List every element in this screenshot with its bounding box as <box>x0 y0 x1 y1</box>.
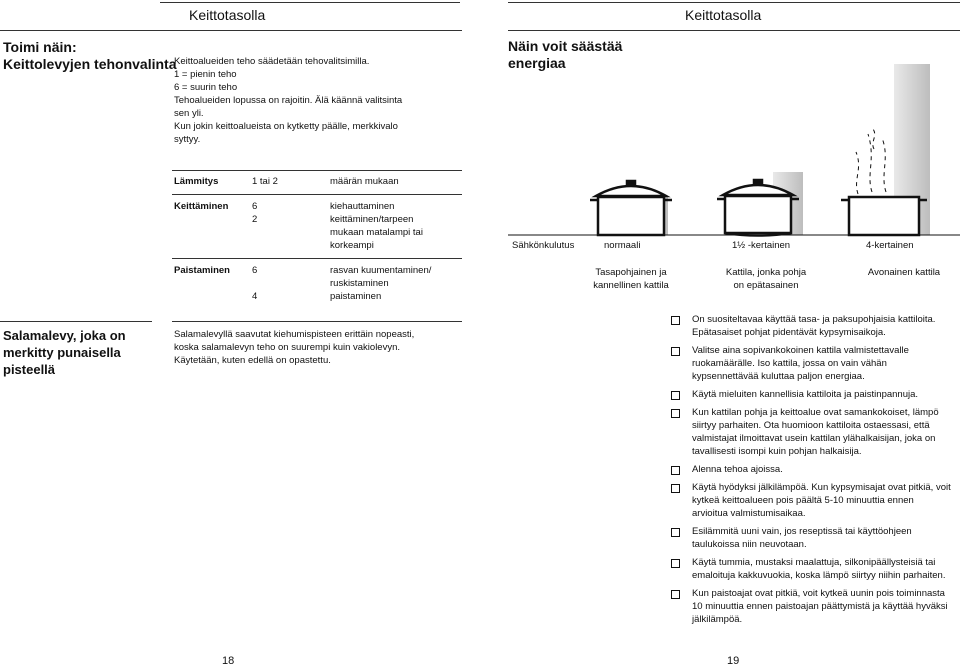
section2-title <box>3 327 126 378</box>
caption-line: Kattila, jonka pohja <box>725 267 807 278</box>
tip-text: Käytä tummia, mustaksi maalattuja, silkonipäällysteisiä tai emaloituja kakkuvuokia, koska lämpö siirtyy niihin parhaiten. <box>692 557 946 581</box>
table-rule <box>172 258 462 259</box>
energy-level: 4-kertainen <box>866 240 914 251</box>
list-item <box>671 388 951 401</box>
pot-open-icon <box>841 197 927 235</box>
table-row-desc: kiehauttaminen keittäminen/tarpeen mukaan matalampi tai korkeampi <box>330 201 423 251</box>
right-header-rule <box>508 2 960 3</box>
pot-icon <box>590 181 672 235</box>
energy-title-line: Näin voit säästää <box>508 38 623 54</box>
steam-icon <box>856 129 886 194</box>
table-rule <box>172 194 462 195</box>
table-row-level: 6 4 <box>252 265 258 302</box>
left-header: Keittotasolla <box>189 7 266 23</box>
energy-illustration <box>508 34 960 256</box>
tip-text: Alenna tehoa ajoissa. <box>692 464 783 475</box>
section1-subtitle: Keittolevyjen tehonvalinta <box>3 56 177 72</box>
caption-line: kannellinen kattila <box>593 280 669 291</box>
section1-line: syttyy. <box>174 134 201 145</box>
list-item <box>671 463 951 476</box>
section1-line: Kun jokin keittoalueista on kytketty päälle, merkkivalo <box>174 121 398 132</box>
checkbox-icon <box>671 316 680 325</box>
energy-label: Sähkönkulutus <box>512 240 575 251</box>
section1-line: 6 = suurin teho <box>174 82 238 93</box>
tip-text: On suositeltavaa käyttää tasa- ja paksupohjaisia kattiloita. Epätasaiset pohjat pidentävät kypsymisaikoja. <box>692 314 936 338</box>
list-item <box>671 406 951 458</box>
list-item <box>671 525 951 551</box>
section2-title-line: merkitty punaisella <box>3 345 121 360</box>
list-item <box>671 481 951 520</box>
section1-title: Toimi näin: <box>3 39 77 55</box>
checkbox-icon <box>671 528 680 537</box>
tip-text: Kun paistoajat ovat pitkiä, voit kytkeä uunin pois toiminnasta 10 minuuttia ennen paistoajan päättymistä ja käyttää hyväksi jälkilämpöä. <box>692 588 948 625</box>
energy-caption <box>571 266 691 292</box>
checkbox-icon <box>671 559 680 568</box>
checkbox-icon <box>671 391 680 400</box>
right-header: Keittotasolla <box>685 7 762 23</box>
checkbox-icon <box>671 409 680 418</box>
page-number-left: 18 <box>222 655 235 667</box>
section1-line: Keittoalueiden teho säädetään tehovalitsimilla. <box>174 56 370 67</box>
left-header-rule <box>160 2 460 3</box>
table-mode-label: Paistaminen <box>174 265 230 276</box>
energy-title-line: energiaa <box>508 55 566 71</box>
energy-caption <box>844 266 960 279</box>
table-row-desc: määrän mukaan <box>330 176 399 187</box>
caption-line: on epätasainen <box>733 280 799 291</box>
table-row-mode <box>174 200 228 213</box>
table-mode-label: Lämmitys <box>174 176 219 187</box>
right-header-underline <box>508 30 960 31</box>
list-item <box>671 313 951 339</box>
energy-level: 1½ -kertainen <box>732 240 791 251</box>
table-mode-label: Keittäminen <box>174 201 229 212</box>
section1-line: Tehoalueiden lopussa on rajoitin. Älä käännä valitsinta <box>174 95 403 106</box>
page-number-right: 19 <box>727 655 740 667</box>
section1-text <box>174 55 464 146</box>
section2-line: Salamalevyllä saavutat kiehumispisteen erittäin nopeasti, <box>174 329 415 340</box>
section2-title-line: pisteellä <box>3 362 56 377</box>
caption-line: Tasapohjainen ja <box>595 267 667 278</box>
table-row-level: 1 tai 2 <box>252 176 278 187</box>
section2-rule-left <box>0 321 152 322</box>
tip-text: Käytä mieluiten kannellisia kattiloita ja paistinpannuja. <box>692 389 919 400</box>
table-row-mode <box>174 264 230 277</box>
section1-line: sen yli. <box>174 108 204 119</box>
checkbox-icon <box>671 466 680 475</box>
section2-text <box>174 328 464 367</box>
section2-line: Käytetään, kuten edellä on opastettu. <box>174 355 331 366</box>
list-item <box>671 587 951 626</box>
caption-line: Avonainen kattila <box>867 267 941 278</box>
energy-caption <box>706 266 826 292</box>
section2-title-line: Salamalevy, joka on <box>3 328 126 343</box>
section2-line: koska salamalevyn teho on suurempi kuin vakiolevyn. <box>174 342 401 353</box>
tips-list <box>671 313 951 631</box>
list-item <box>671 556 951 582</box>
tip-text: Valitse aina sopivankokoinen kattila valmistettavalle ruokamäärälle. Iso kattila, jossa on vain vähän kypsennettävää kuluttaa paljon energiaa. <box>692 345 909 382</box>
checkbox-icon <box>671 590 680 599</box>
list-item <box>671 344 951 383</box>
checkbox-icon <box>671 484 680 493</box>
table-row-level: 6 2 <box>252 201 258 225</box>
left-header-underline <box>0 30 462 31</box>
tip-text: Esilämmitä uuni vain, jos reseptissä tai käyttöohjeen taulukoissa niin neuvotaan. <box>692 526 912 550</box>
tip-text: Kun kattilan pohja ja keittoalue ovat samankokoiset, lämpö siirtyy parhaiten. Ota huomioon kattiloita ostaessasi, että valmistajat ilmoittavat usein kattilan ylähalkaisijan, joka on tavallisesti isompi kuin pohjan halkaisija. <box>692 407 939 457</box>
table-row-desc: rasvan kuumentaminen/ ruskistaminen paistaminen <box>330 265 432 302</box>
energy-level: normaali <box>604 240 641 251</box>
checkbox-icon <box>671 347 680 356</box>
table-rule <box>172 170 462 171</box>
tip-text: Käytä hyödyksi jälkilämpöä. Kun kypsymisajat ovat pitkiä, voit kytkeä keittoalueen pois päältä 5-10 minuuttia ennen arvioitua valmistumisaikaa. <box>692 482 951 519</box>
section2-rule-right <box>172 321 462 322</box>
table-row-mode <box>174 175 218 188</box>
section1-line: 1 = pienin teho <box>174 69 237 80</box>
